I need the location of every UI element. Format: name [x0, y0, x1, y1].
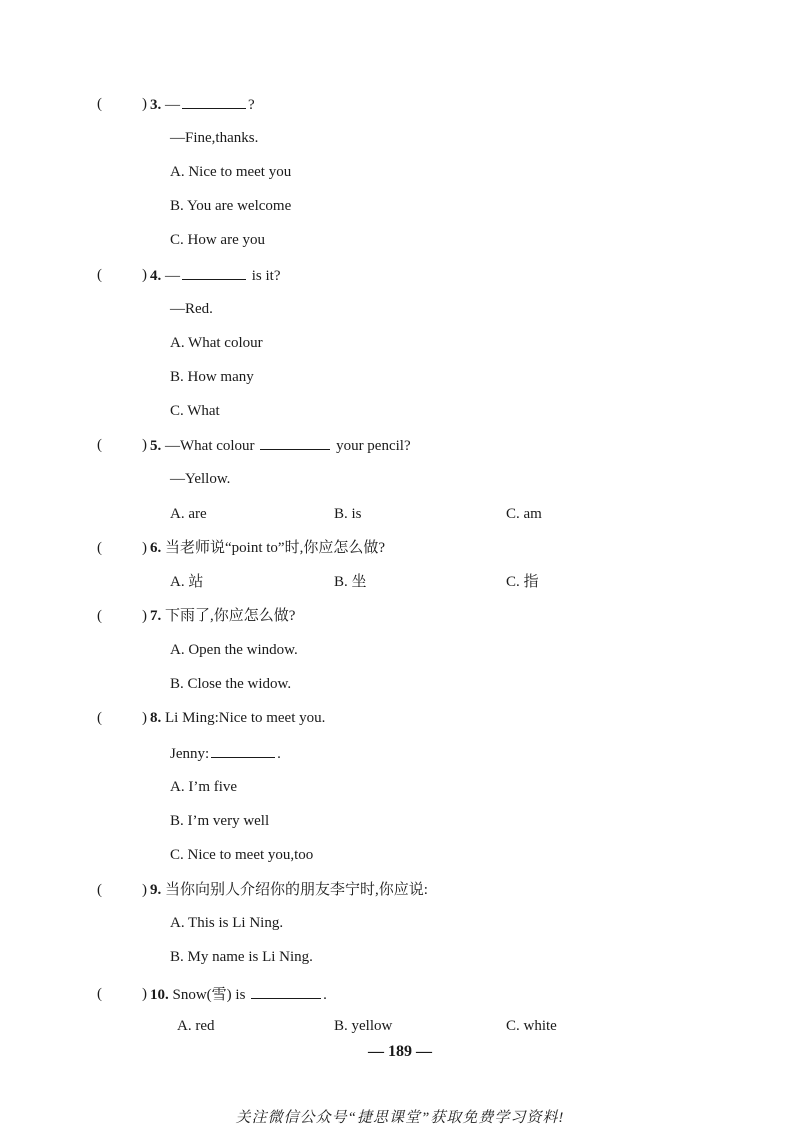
option-c: C. How are you — [170, 232, 265, 248]
option-c: C. Nice to meet you,too — [170, 847, 314, 863]
question-number: 10 — [150, 987, 165, 1003]
page-number: — 189 — — [368, 1043, 432, 1060]
option-c: C. What — [170, 403, 220, 419]
answer-paren-close: ) — [142, 96, 147, 112]
answer-paren-open: ( — [97, 882, 102, 898]
answer-blank — [251, 984, 321, 999]
answer-paren-close: ) — [142, 986, 147, 1002]
dialogue-suffix: . — [277, 746, 281, 762]
answer-blank — [182, 265, 246, 280]
stem-prefix: — — [165, 268, 180, 284]
option-a: A. Nice to meet you — [170, 164, 292, 180]
option-c: C. 指 — [506, 574, 539, 590]
option-b: B. yellow — [334, 1018, 393, 1034]
question-dot: . — [157, 268, 162, 284]
dialogue-text: —Red. — [170, 301, 213, 317]
question-number: 5 — [150, 438, 158, 454]
dialogue-text: —Yellow. — [170, 471, 231, 487]
question-stem — [150, 880, 428, 900]
option-c: C. am — [506, 506, 542, 522]
stem-suffix: . — [323, 987, 327, 1003]
answer-paren-open: ( — [97, 96, 102, 112]
answer-paren-close: ) — [142, 437, 147, 453]
option-b: B. My name is Li Ning. — [170, 949, 313, 965]
question-number: 7 — [150, 608, 158, 624]
answer-paren-close: ) — [142, 882, 147, 898]
stem-text: Li Ming:Nice to meet you. — [165, 710, 326, 726]
question-number: 4 — [150, 268, 158, 284]
question-number: 9 — [150, 882, 158, 898]
question-dot: . — [157, 710, 162, 726]
question-stem — [150, 606, 295, 626]
answer-paren-open: ( — [97, 437, 102, 453]
question-dot: . — [157, 882, 162, 898]
option-b: B. How many — [170, 369, 254, 385]
answer-paren-close: ) — [142, 608, 147, 624]
question-dot: . — [157, 438, 162, 454]
question-number: 6 — [150, 540, 158, 556]
option-a: A. 站 — [170, 574, 204, 590]
answer-blank — [211, 743, 275, 758]
option-b: B. Close the widow. — [170, 676, 292, 692]
stem-prefix: Snow(雪) is — [172, 987, 250, 1003]
question-number: 8 — [150, 710, 158, 726]
option-b: B. You are welcome — [170, 198, 292, 214]
option-b: B. 坐 — [334, 574, 367, 590]
question-stem — [150, 538, 385, 558]
question-stem — [150, 94, 255, 115]
question-stem — [150, 984, 327, 1005]
answer-paren-open: ( — [97, 710, 102, 726]
option-a: A. Open the window. — [170, 642, 298, 658]
question-dot: . — [165, 987, 169, 1003]
option-a: A. What colour — [170, 335, 263, 351]
stem-prefix: — — [165, 97, 180, 113]
stem-suffix: your pencil? — [332, 438, 411, 454]
footer-note: 关注微信公众号“捷思课堂”获取免费学习资料! — [235, 1110, 565, 1126]
stem-prefix: —What colour — [165, 438, 259, 454]
dialogue-prefix: Jenny: — [170, 746, 210, 762]
question-dot: . — [157, 608, 162, 624]
answer-paren-open: ( — [97, 267, 102, 283]
question-stem — [150, 265, 281, 286]
answer-paren-close: ) — [142, 267, 147, 283]
answer-blank — [182, 94, 246, 109]
option-b: B. is — [334, 506, 362, 522]
question-stem — [150, 435, 411, 456]
option-c: C. white — [506, 1018, 557, 1034]
answer-paren-open: ( — [97, 540, 102, 556]
stem-text: 下雨了,你应怎么做? — [165, 608, 296, 624]
stem-suffix: ? — [248, 97, 255, 113]
answer-blank — [260, 435, 330, 450]
answer-paren-close: ) — [142, 710, 147, 726]
dialogue-text — [170, 743, 281, 764]
question-dot: . — [157, 540, 162, 556]
dialogue-text: —Fine,thanks. — [170, 130, 259, 146]
stem-text: 当你向别人介绍你的朋友李宁时,你应说: — [165, 882, 428, 898]
stem-text: 当老师说“point to”时,你应怎么做? — [165, 540, 385, 556]
answer-paren-open: ( — [97, 608, 102, 624]
option-a: A. red — [177, 1018, 215, 1034]
question-number: 3 — [150, 97, 158, 113]
answer-paren-open: ( — [97, 986, 102, 1002]
answer-paren-close: ) — [142, 540, 147, 556]
option-b: B. I’m very well — [170, 813, 270, 829]
option-a: A. This is Li Ning. — [170, 915, 284, 931]
stem-suffix: is it? — [248, 268, 281, 284]
option-a: A. I’m five — [170, 779, 238, 795]
option-a: A. are — [170, 506, 207, 522]
question-dot: . — [157, 97, 162, 113]
question-stem — [150, 708, 325, 728]
